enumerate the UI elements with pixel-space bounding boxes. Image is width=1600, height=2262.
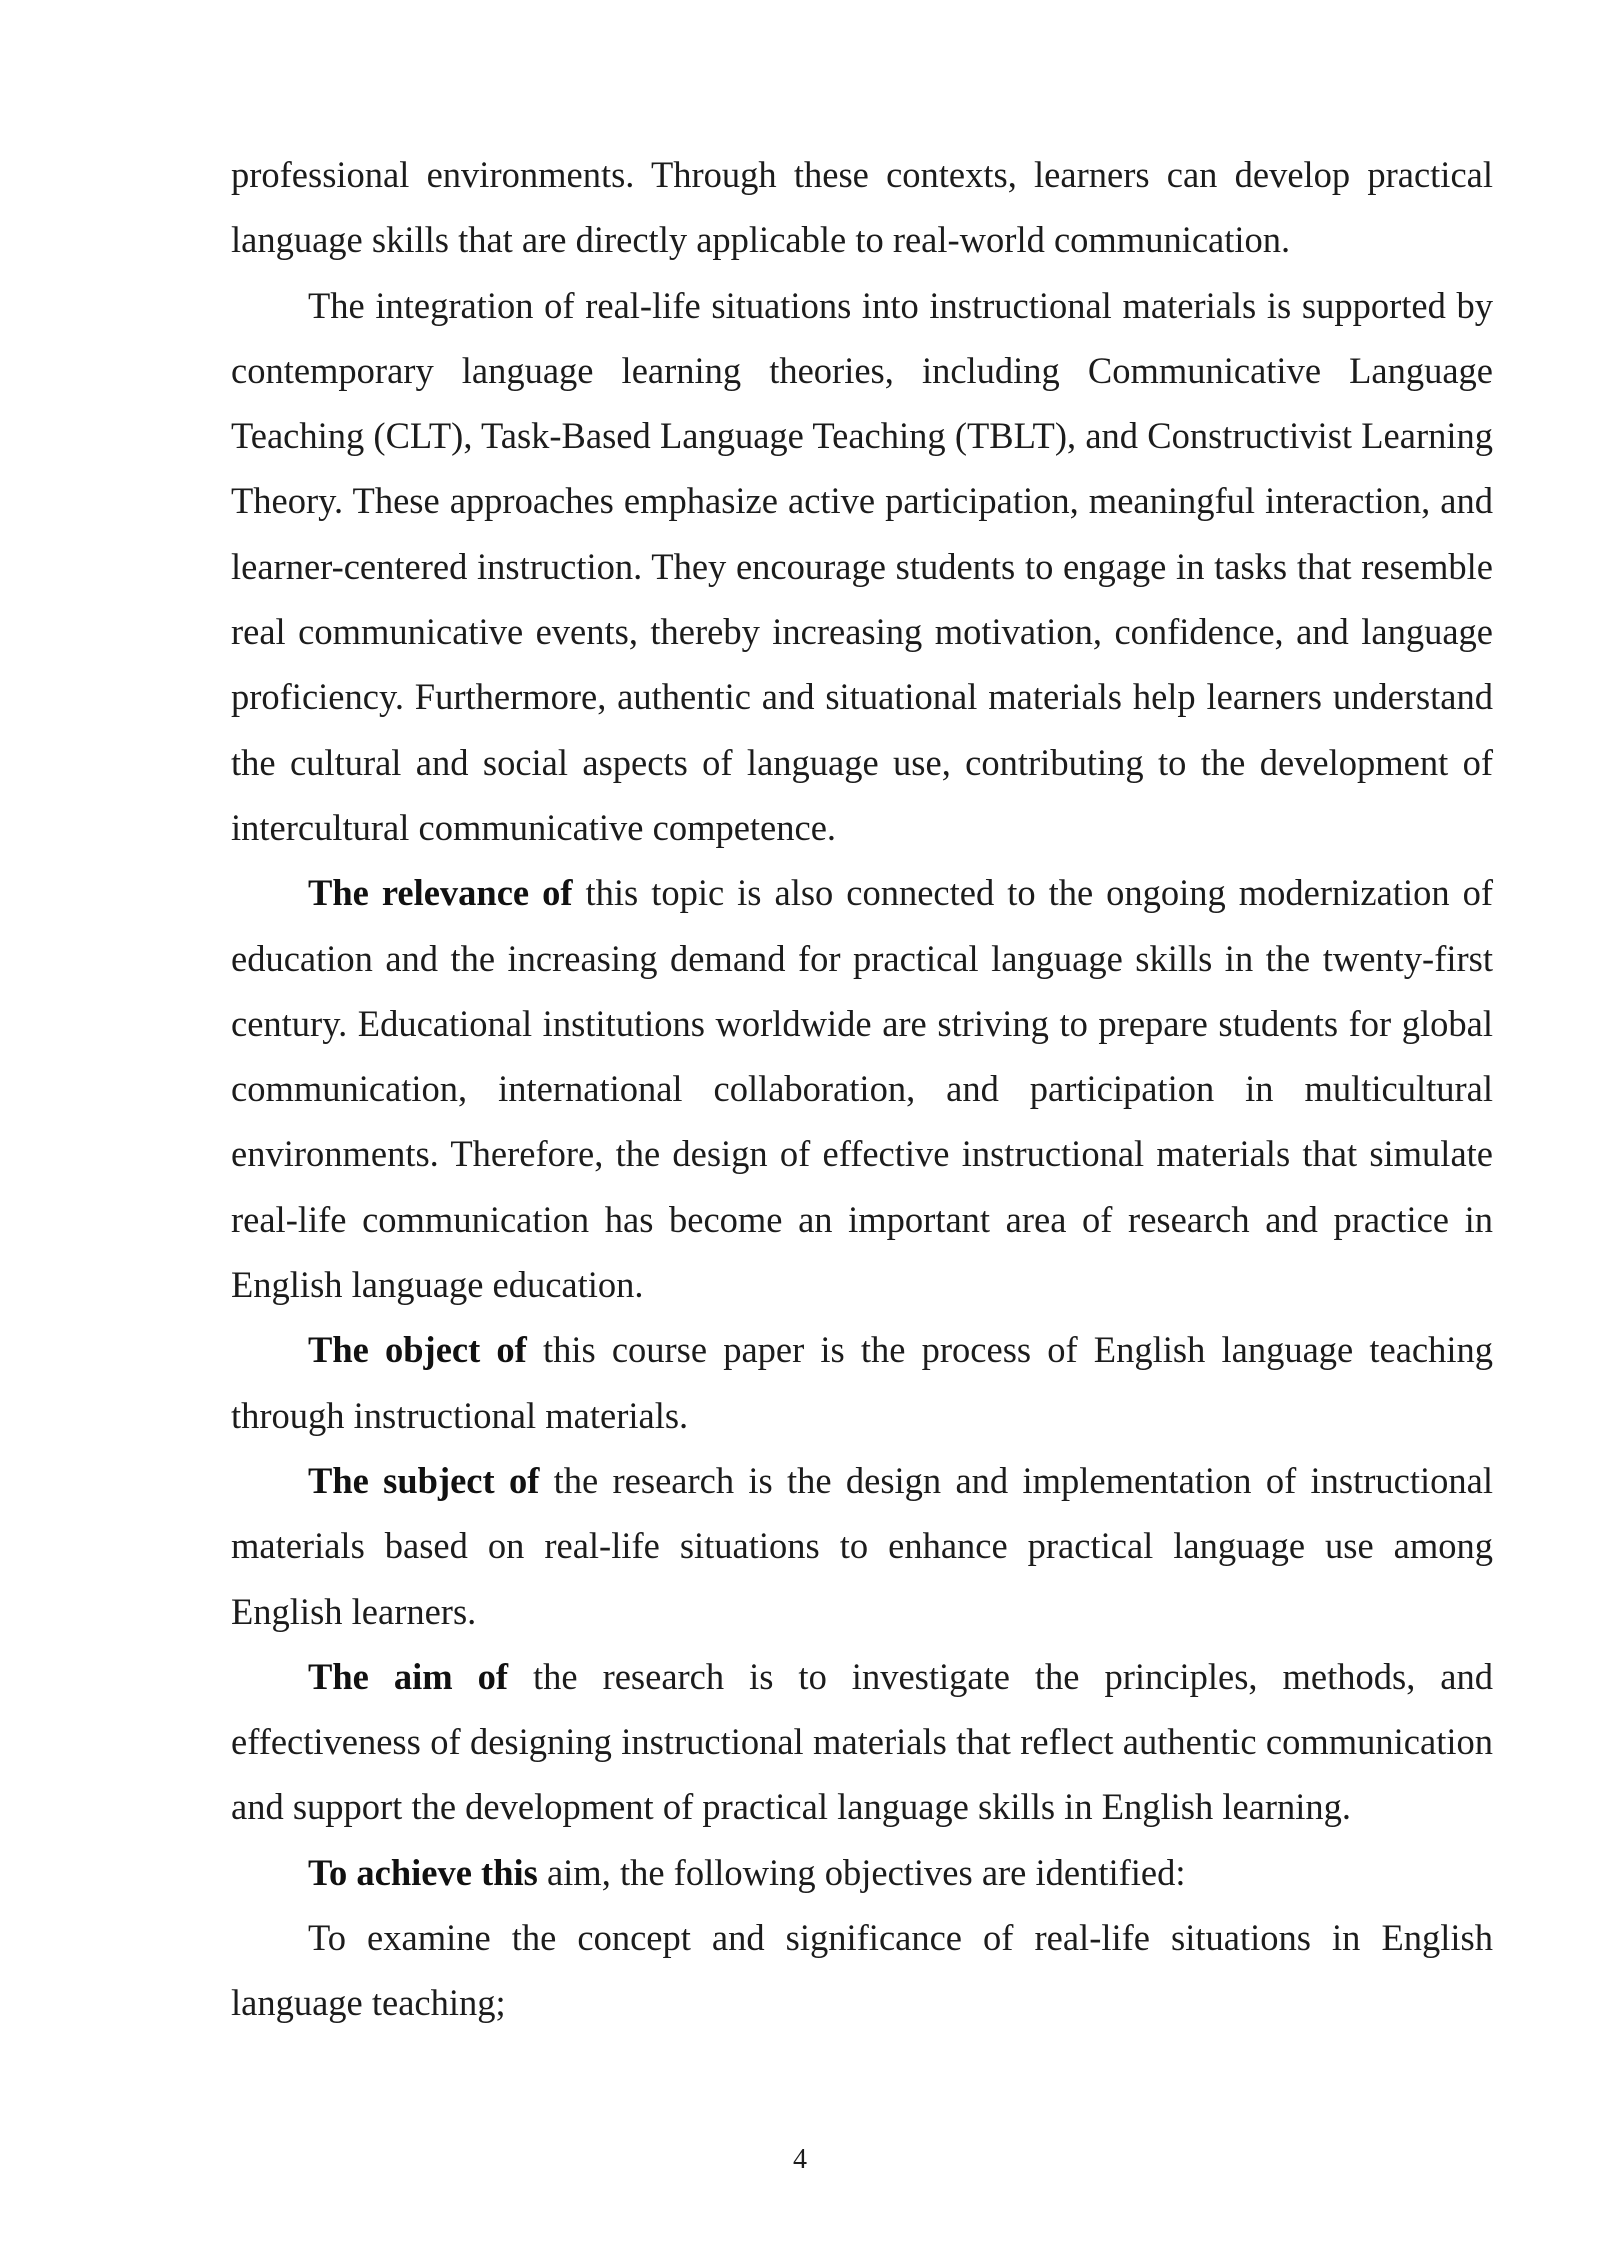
paragraph-text: this course paper is the process of English language teaching through instructional materials. [231,1329,1493,1436]
paragraph-lead: The object of [308,1329,527,1371]
paragraph-object [231,1317,1493,1448]
paragraph-text: The integration of real-life situations into instructional materials is supported by contemporary language learning theories, including Communicative Language Teaching (CLT), Task-Based Language Teaching (TBLT), and Constructivist Learning Theory. These approaches emphasize active participation, meaningful interaction, and learner-centered instruction. They encourage students to engage in tasks that resemble real communicative events, thereby increasing motivation, confidence, and language proficiency. Furthermore, authentic and situational materials help learners understand the cultural and social aspects of language use, contributing to the development of intercultural communicative competence. [231,284,1493,848]
paragraph-text: professional environments. Through these contexts, learners can develop practical language skills that are directly applicable to real-world communication. [231,154,1493,261]
paragraph-theories [231,273,1493,861]
paragraph-relevance [231,860,1493,1317]
paragraph-text: this topic is also connected to the ongoing modernization of education and the increasing demand for practical language skills in the twenty-first century. Educational institutions worldwide are striving to prepare students for global communication, international collaboration, and participation in multicultural environments. Therefore, the design of effective instructional materials that simulate real-life communication has become an important area of research and practice in English language education. [231,872,1493,1306]
body-text [231,142,1493,2036]
paragraph-objective-1 [231,1905,1493,2036]
paragraph-lead: The aim of [308,1655,509,1697]
paragraph-text: To examine the concept and significance of real-life situations in English language teaching; [231,1917,1493,2024]
paragraph-continuation [231,142,1493,273]
paragraph-text: the research is to investigate the principles, methods, and effectiveness of designing instructional materials that reflect authentic communication and support the development of practical language skills in English learning. [231,1655,1493,1828]
paragraph-lead: The subject of [308,1459,540,1501]
paragraph-aim [231,1644,1493,1840]
paragraph-text: the research is the design and implementation of instructional materials based on real-life situations to enhance practical language use among English learners. [231,1459,1493,1632]
paragraph-lead: The relevance of [308,872,573,914]
paragraph-lead: To achieve this [308,1851,538,1893]
page-number: 4 [793,2144,807,2175]
paragraph-subject [231,1448,1493,1644]
paragraph-objectives-intro [231,1840,1493,1905]
paragraph-text: aim, the following objectives are identified: [537,1851,1186,1893]
